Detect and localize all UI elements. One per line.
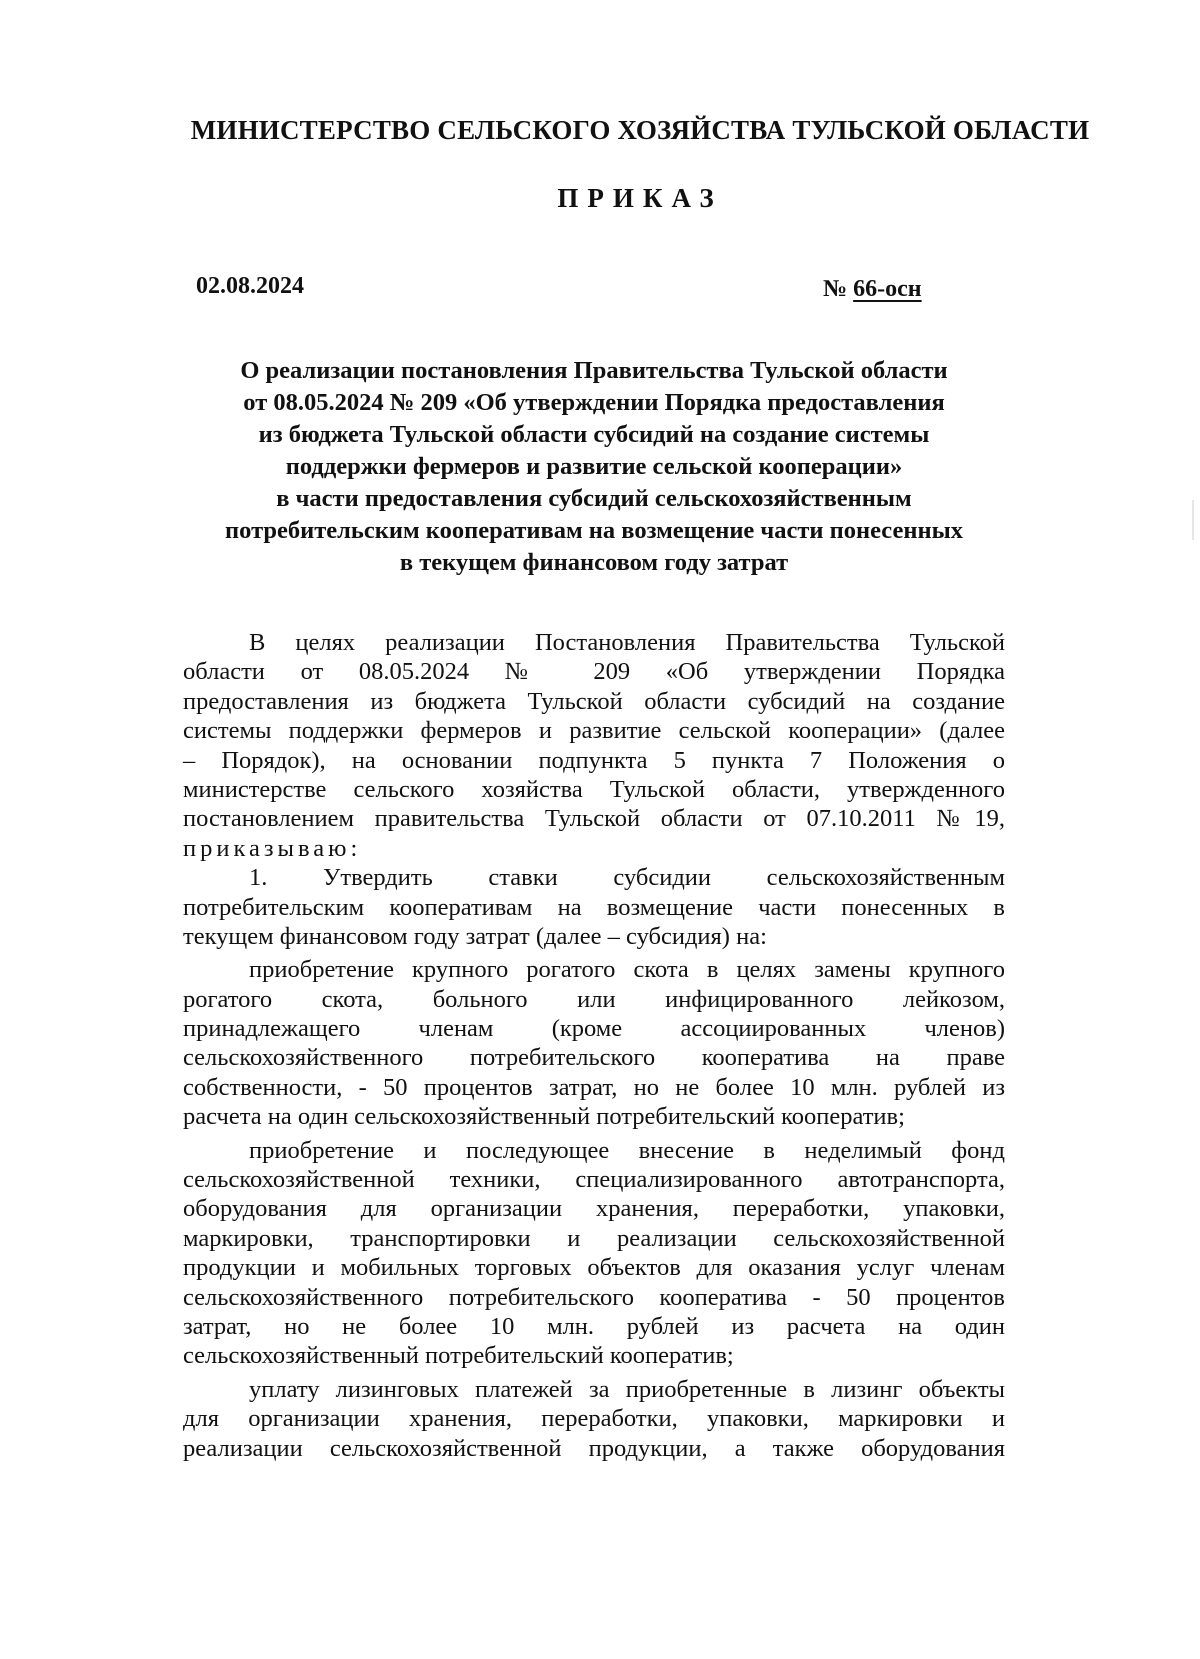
order-number-value: 66-осн — [853, 276, 922, 302]
body-line: реализации сельскохозяйственной продукции, а также оборудования — [183, 1434, 1005, 1462]
body-line: расчета на один сельскохозяйственный потребительский кооператив; — [183, 1103, 905, 1131]
title-line: от 08.05.2024 № 209 «Об утверждении Порядка предоставления — [243, 389, 945, 416]
title-line: потребительским кооперативам на возмещение части понесенных — [225, 517, 963, 544]
body-line: продукции и мобильных торговых объектов для оказания услуг членам — [183, 1254, 1005, 1282]
item-1-paragraph — [183, 863, 1005, 951]
title-line: поддержки фермеров и развитие сельской кооперации» — [285, 453, 903, 480]
title-line: в текущем финансовом году затрат — [399, 549, 789, 576]
body-line: принадлежащего членам (кроме ассоциированных членов) — [183, 1015, 1005, 1043]
body-line: приобретение и последующее внесение в неделимый фонд — [249, 1136, 1005, 1164]
order-body — [183, 628, 1005, 1463]
title-line: О реализации постановления Правительства Тульской области — [240, 357, 948, 384]
leasing-paragraph — [183, 1375, 1005, 1463]
body-line: маркировки, транспортировки и реализации сельскохозяйственной — [183, 1224, 1005, 1252]
order-date: 02.08.2024 — [196, 273, 304, 299]
body-line: 1. Утвердить ставки субсидии сельскохозяйственным — [249, 864, 1005, 892]
cattle-paragraph — [183, 955, 1005, 1131]
intro-paragraph — [183, 628, 1005, 863]
body-line: приобретение крупного рогатого скота в целях замены крупного — [249, 956, 1005, 984]
body-line: министерстве сельского хозяйства Тульской области, утвержденного — [183, 775, 1005, 803]
title-line: в части предоставления субсидий сельскохозяйственным — [276, 485, 912, 512]
body-line: сельскохозяйственного потребительского кооператива на праве — [183, 1044, 1005, 1072]
order-number — [823, 276, 922, 303]
order-title — [180, 355, 1008, 579]
body-line: затрат, но не более 10 млн. рублей из расчета на один — [183, 1312, 1005, 1340]
body-line: потребительским кооперативам на возмещение части понесенных в — [183, 893, 1005, 921]
equipment-paragraph — [183, 1136, 1005, 1371]
body-line: текущем финансовом году затрат (далее – субсидия) на: — [183, 922, 767, 950]
order-word: приказываю: — [183, 834, 362, 862]
body-line: для организации хранения, переработки, упаковки, маркировки и — [183, 1405, 1005, 1433]
body-line: сельскохозяйственный потребительский кооператив; — [183, 1342, 734, 1370]
body-line: постановлением правительства Тульской области от 07.10.2011 №19, — [183, 805, 1005, 833]
body-line: собственности, - 50 процентов затрат, но не более 10 млн. рублей из — [183, 1073, 1005, 1101]
scan-margin-mark — [1192, 500, 1194, 540]
body-line: области от 08.05.2024 № 209 «Об утверждении Порядка — [183, 658, 1005, 686]
title-line: из бюджета Тульской области субсидий на создание системы — [258, 421, 930, 448]
body-line: системы поддержки фермеров и развитие сельской кооперации» (далее — [183, 717, 1005, 745]
body-line: уплату лизинговых платежей за приобретенные в лизинг объекты — [249, 1375, 1005, 1403]
order-number-label: № — [823, 276, 848, 302]
body-line: – Порядок), на основании подпункта 5 пункта 7 Положения о — [183, 746, 1005, 774]
body-line: сельскохозяйственного потребительского кооператива - 50 процентов — [183, 1283, 1005, 1311]
body-line: сельскохозяйственной техники, специализированного автотранспорта, — [183, 1166, 1005, 1194]
body-line: оборудования для организации хранения, переработки, упаковки, — [183, 1195, 1005, 1223]
document-type: ПРИКАЗ — [557, 183, 723, 213]
body-line: рогатого скота, больного или инфицированного лейкозом, — [183, 985, 1005, 1013]
ministry-name: МИНИСТЕРСТВО СЕЛЬСКОГО ХОЗЯЙСТВА ТУЛЬСКОЙ ОБЛАСТИ — [190, 115, 1090, 145]
body-line: В целях реализации Постановления Правительства Тульской — [249, 629, 1005, 656]
body-line: предоставления из бюджета Тульской области субсидий на создание — [183, 687, 1005, 715]
